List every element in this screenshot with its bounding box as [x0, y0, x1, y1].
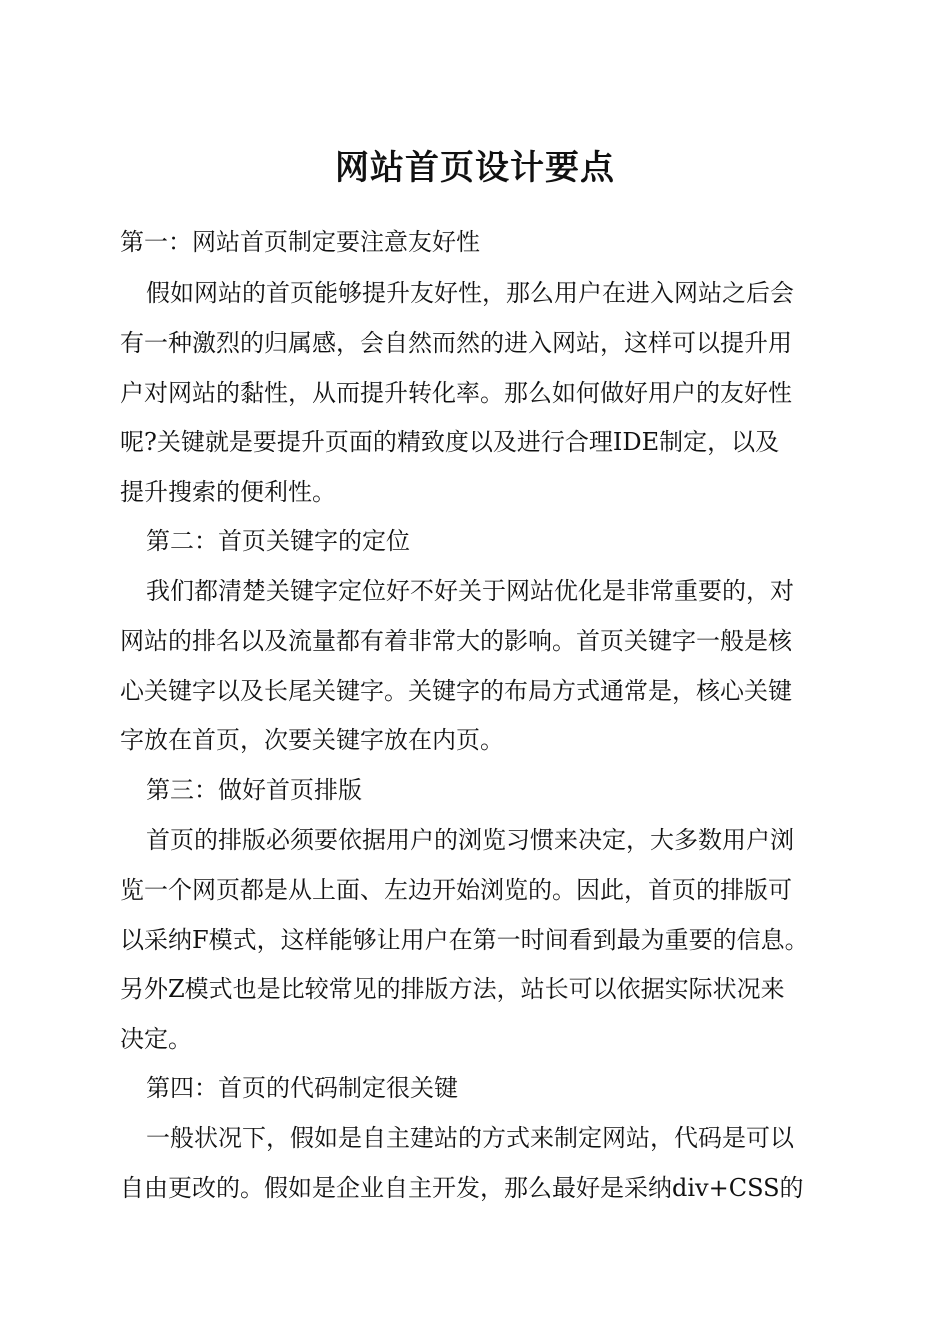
paragraph-line: 另外Z模式也是比较常见的排版方法，站长可以依据实际状况来	[120, 975, 785, 1003]
paragraph-line: 呢?关键就是要提升页面的精致度以及进行合理IDE制定，以及	[120, 428, 780, 456]
section-heading-1: 第一：网站首页制定要注意友好性	[120, 228, 480, 256]
section-heading-3: 第三：做好首页排版	[146, 776, 362, 804]
paragraph-line: 一般状况下，假如是自主建站的方式来制定网站，代码是可以	[146, 1124, 794, 1152]
paragraph-line: 以采纳F模式，这样能够让用户在第一时间看到最为重要的信息。	[120, 926, 809, 954]
paragraph-line: 网站的排名以及流量都有着非常大的影响。首页关键字一般是核	[120, 627, 792, 655]
paragraph-line: 假如网站的首页能够提升友好性，那么用户在进入网站之后会	[146, 279, 794, 307]
section-heading-4: 第四：首页的代码制定很关键	[146, 1074, 458, 1102]
paragraph-line: 自由更改的。假如是企业自主开发，那么最好是采纳div+CSS的	[120, 1174, 804, 1202]
paragraph-line: 览一个网页都是从上面、左边开始浏览的。因此，首页的排版可	[120, 876, 792, 904]
paragraph-line: 字放在首页，次要关键字放在内页。	[120, 726, 504, 754]
document-title: 网站首页设计要点	[335, 148, 615, 188]
paragraph-line: 有一种激烈的归属感，会自然而然的进入网站，这样可以提升用	[120, 329, 792, 357]
section-heading-2: 第二：首页关键字的定位	[146, 527, 410, 555]
paragraph-line: 首页的排版必须要依据用户的浏览习惯来决定，大多数用户浏	[146, 826, 794, 854]
paragraph-line: 决定。	[120, 1025, 192, 1053]
paragraph-line: 我们都清楚关键字定位好不好关于网站优化是非常重要的，对	[146, 577, 794, 605]
paragraph-line: 心关键字以及长尾关键字。关键字的布局方式通常是，核心关键	[120, 677, 792, 705]
paragraph-line: 提升搜索的便利性。	[120, 478, 336, 506]
paragraph-line: 户对网站的黏性，从而提升转化率。那么如何做好用户的友好性	[120, 379, 792, 407]
